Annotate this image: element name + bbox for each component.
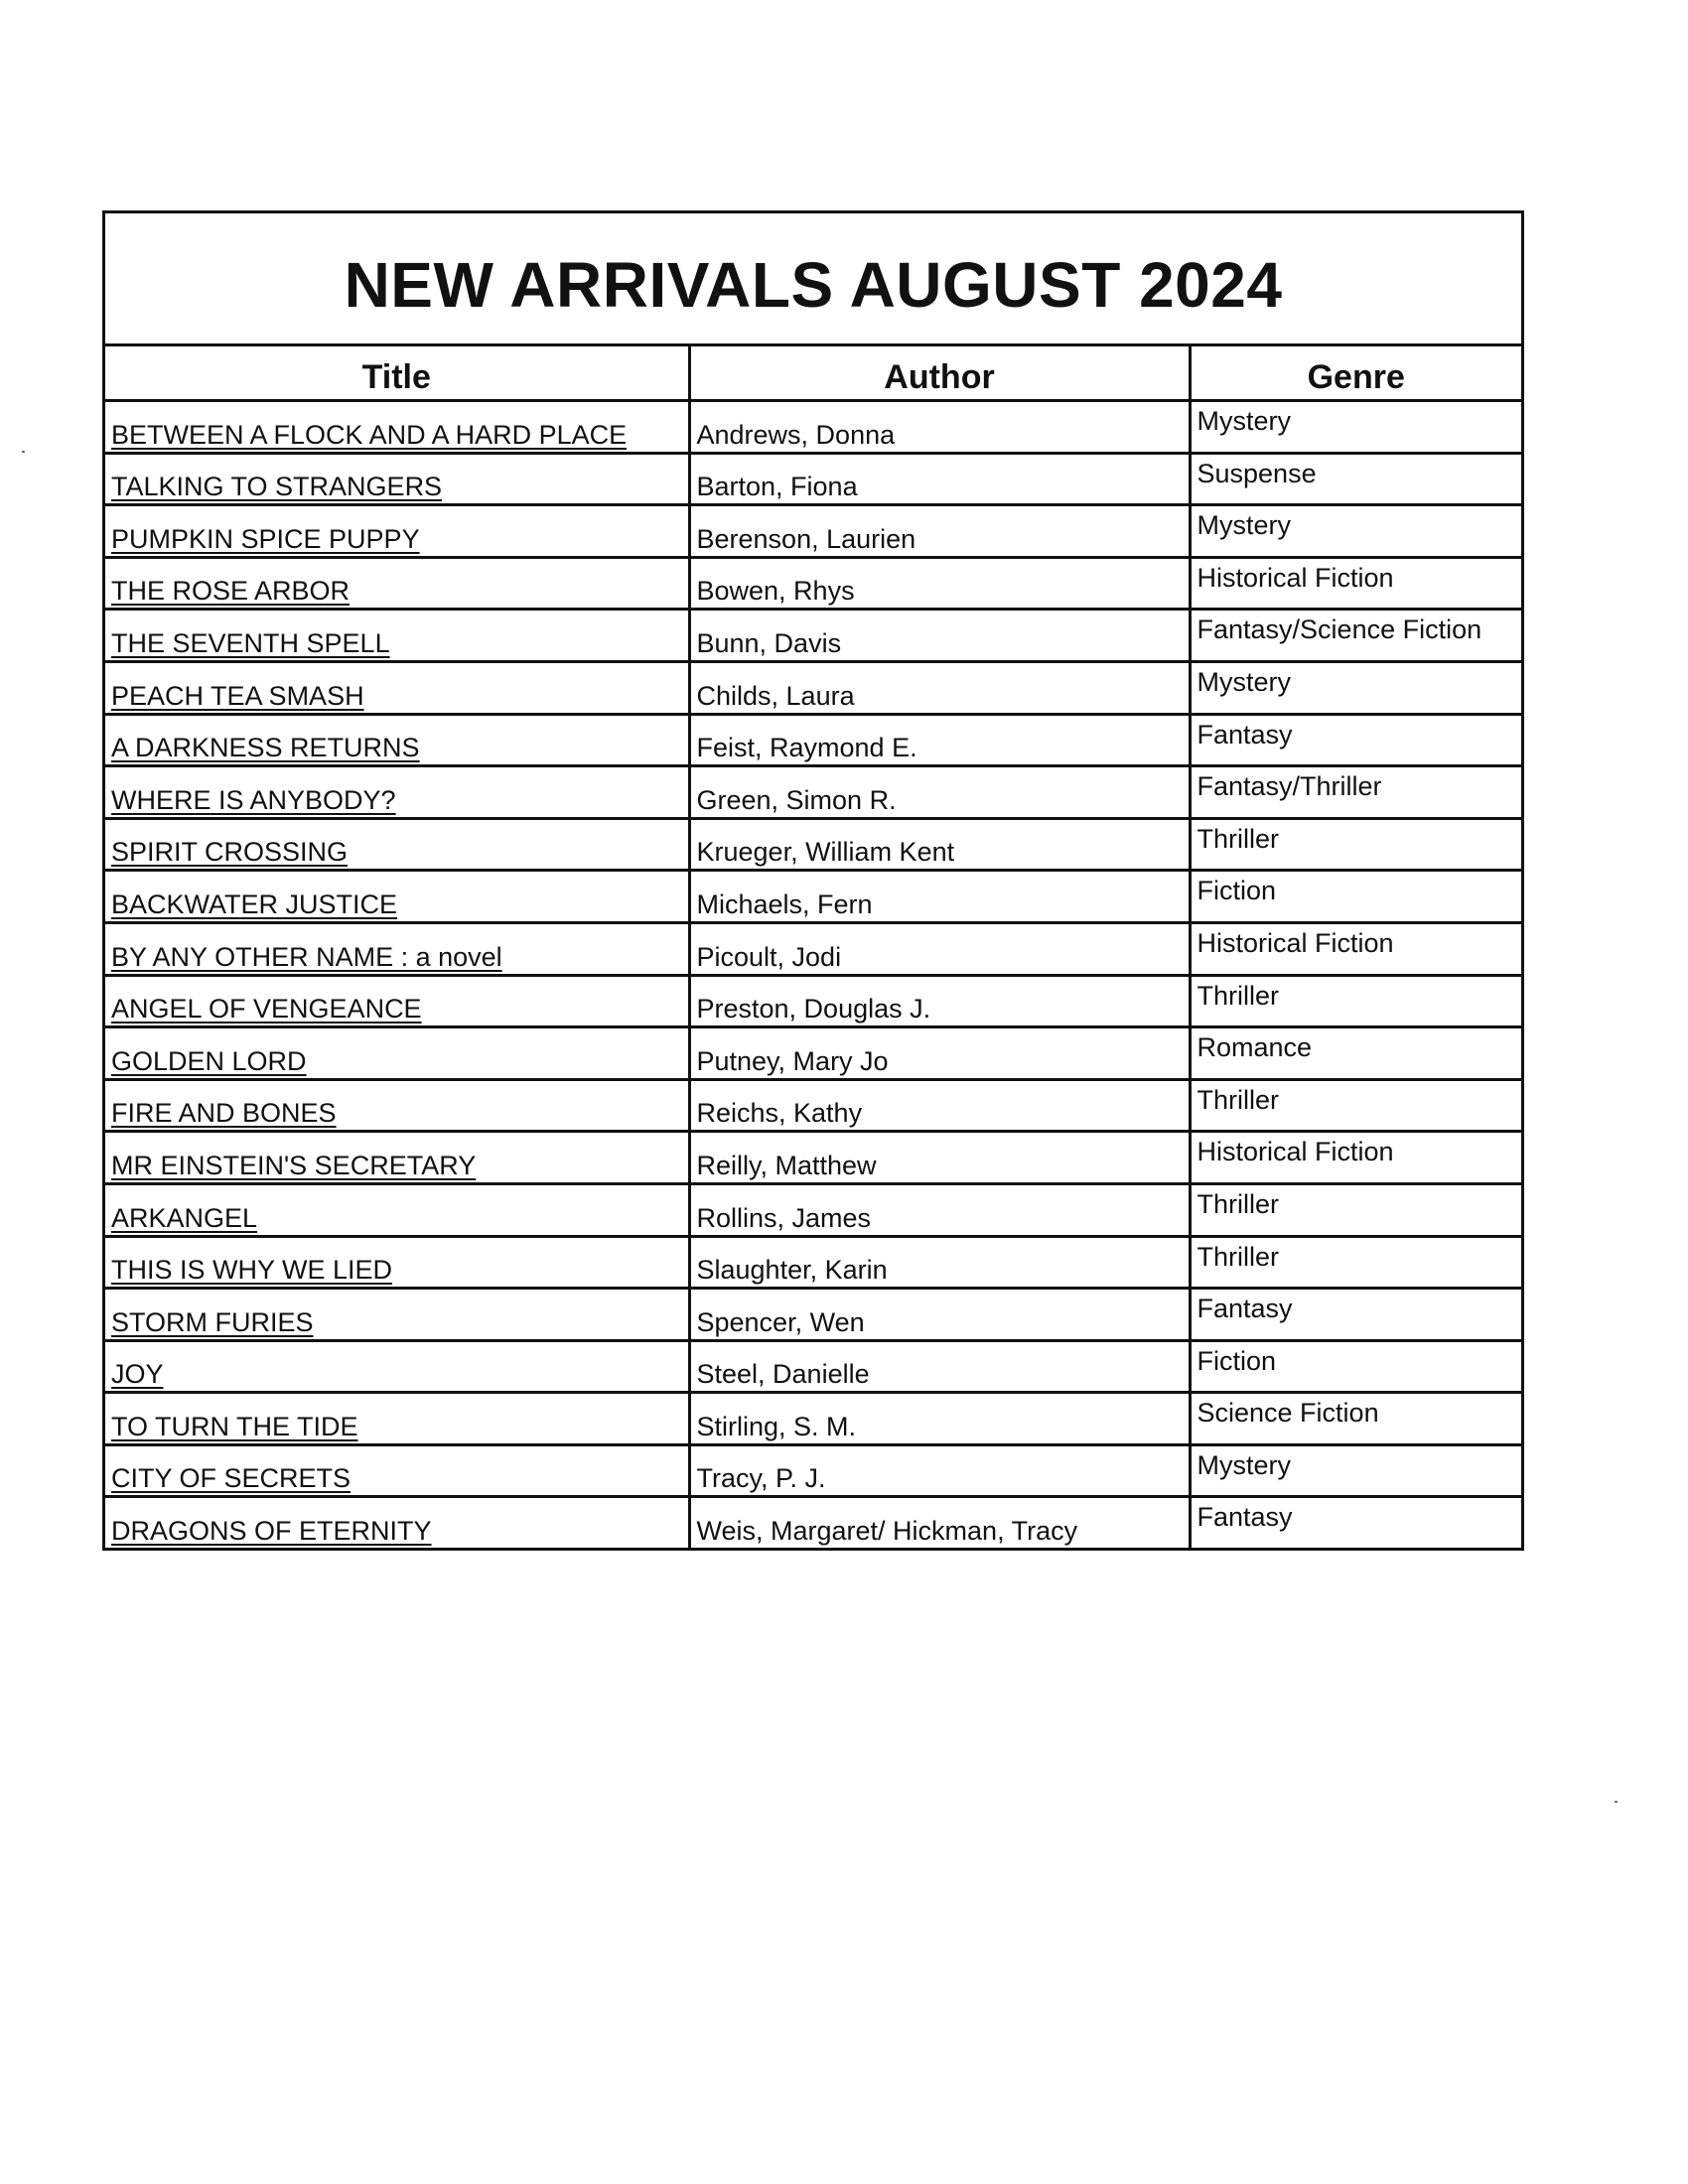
title-box xyxy=(105,213,1521,346)
title-cell xyxy=(105,453,689,505)
genre-cell: Mystery xyxy=(1190,1444,1521,1497)
table-row xyxy=(105,661,1521,714)
header-row xyxy=(105,346,1521,401)
genre-cell: Suspense xyxy=(1190,453,1521,505)
title-cell xyxy=(105,1497,689,1548)
author-cell: Childs, Laura xyxy=(689,661,1190,714)
genre-cell: Historical Fiction xyxy=(1190,557,1521,610)
new-arrivals-sheet xyxy=(102,210,1524,1551)
table-body xyxy=(105,401,1521,1549)
title-cell xyxy=(105,557,689,610)
table-row xyxy=(105,1289,1521,1341)
title-cell xyxy=(105,975,689,1027)
genre-cell: Fantasy/Science Fiction xyxy=(1190,610,1521,662)
book-title-link[interactable]: TALKING TO STRANGERS xyxy=(111,472,443,502)
author-cell: Preston, Douglas J. xyxy=(689,975,1190,1027)
column-header-title: Title xyxy=(105,346,689,401)
genre-cell: Thriller xyxy=(1190,818,1521,871)
author-cell: Bunn, Davis xyxy=(689,610,1190,662)
genre-cell: Thriller xyxy=(1190,975,1521,1027)
author-cell: Reilly, Matthew xyxy=(689,1132,1190,1184)
book-title-link[interactable]: ANGEL OF VENGEANCE xyxy=(111,994,422,1024)
title-cell xyxy=(105,1132,689,1184)
table-row xyxy=(105,453,1521,505)
book-title-link[interactable]: MR EINSTEIN'S SECRETARY xyxy=(111,1150,477,1180)
genre-cell: Fantasy xyxy=(1190,1497,1521,1548)
author-cell: Andrews, Donna xyxy=(689,401,1190,454)
book-title-link[interactable]: DRAGONS OF ETERNITY xyxy=(111,1516,432,1547)
author-cell: Green, Simon R. xyxy=(689,766,1190,819)
book-title-link[interactable]: ARKANGEL xyxy=(111,1202,258,1233)
book-title-link[interactable]: FIRE AND BONES xyxy=(111,1098,337,1129)
column-header-genre: Genre xyxy=(1190,346,1521,401)
scan-speck xyxy=(1615,1801,1618,1803)
author-cell: Slaughter, Karin xyxy=(689,1236,1190,1289)
author-cell: Michaels, Fern xyxy=(689,871,1190,923)
book-title-link[interactable]: BACKWATER JUSTICE xyxy=(111,888,398,919)
title-cell xyxy=(105,1027,689,1080)
title-cell xyxy=(105,871,689,923)
genre-cell: Fantasy xyxy=(1190,1289,1521,1341)
author-cell: Picoult, Jodi xyxy=(689,922,1190,975)
title-cell xyxy=(105,401,689,454)
genre-cell: Fiction xyxy=(1190,1340,1521,1393)
genre-cell: Thriller xyxy=(1190,1183,1521,1236)
genre-cell: Science Fiction xyxy=(1190,1393,1521,1445)
title-cell xyxy=(105,661,689,714)
table-row xyxy=(105,1444,1521,1497)
author-cell: Rollins, James xyxy=(689,1183,1190,1236)
table-row xyxy=(105,1079,1521,1132)
table-row xyxy=(105,818,1521,871)
author-cell: Putney, Mary Jo xyxy=(689,1027,1190,1080)
table-row xyxy=(105,1236,1521,1289)
title-cell xyxy=(105,1393,689,1445)
author-cell: Tracy, P. J. xyxy=(689,1444,1190,1497)
book-title-link[interactable]: JOY xyxy=(111,1359,164,1390)
title-cell xyxy=(105,1340,689,1393)
table-row xyxy=(105,1183,1521,1236)
table-row xyxy=(105,401,1521,454)
table-row xyxy=(105,975,1521,1027)
title-cell xyxy=(105,610,689,662)
new-arrivals-table xyxy=(105,346,1521,1548)
genre-cell: Thriller xyxy=(1190,1236,1521,1289)
book-title-link[interactable]: STORM FURIES xyxy=(111,1306,314,1337)
title-cell xyxy=(105,505,689,558)
book-title-link[interactable]: A DARKNESS RETURNS xyxy=(111,733,420,763)
title-cell xyxy=(105,1079,689,1132)
table-row xyxy=(105,714,1521,766)
genre-cell: Mystery xyxy=(1190,661,1521,714)
title-cell xyxy=(105,766,689,819)
genre-cell: Fantasy xyxy=(1190,714,1521,766)
book-title-link[interactable]: BETWEEN A FLOCK AND A HARD PLACE xyxy=(111,419,628,450)
author-cell: Stirling, S. M. xyxy=(689,1393,1190,1445)
table-row xyxy=(105,610,1521,662)
table-row xyxy=(105,1132,1521,1184)
table-header xyxy=(105,346,1521,401)
table-row xyxy=(105,871,1521,923)
table-row xyxy=(105,1497,1521,1548)
author-cell: Bowen, Rhys xyxy=(689,557,1190,610)
column-header-author: Author xyxy=(689,346,1190,401)
author-cell: Krueger, William Kent xyxy=(689,818,1190,871)
book-title-link[interactable]: THE ROSE ARBOR xyxy=(111,576,351,607)
scan-speck xyxy=(22,451,25,453)
author-cell: Spencer, Wen xyxy=(689,1289,1190,1341)
table-row xyxy=(105,1393,1521,1445)
book-title-link[interactable]: CITY OF SECRETS xyxy=(111,1463,352,1494)
title-cell xyxy=(105,1183,689,1236)
genre-cell: Fiction xyxy=(1190,871,1521,923)
table-row xyxy=(105,505,1521,558)
book-title-link[interactable]: GOLDEN LORD xyxy=(111,1045,307,1076)
genre-cell: Mystery xyxy=(1190,505,1521,558)
table-row xyxy=(105,557,1521,610)
author-cell: Steel, Danielle xyxy=(689,1340,1190,1393)
table-row xyxy=(105,1027,1521,1080)
table-row xyxy=(105,766,1521,819)
book-title-link[interactable]: WHERE IS ANYBODY? xyxy=(111,784,396,815)
title-cell xyxy=(105,1289,689,1341)
author-cell: Weis, Margaret/ Hickman, Tracy xyxy=(689,1497,1190,1548)
author-cell: Berenson, Laurien xyxy=(689,505,1190,558)
genre-cell: Fantasy/Thriller xyxy=(1190,766,1521,819)
title-cell xyxy=(105,714,689,766)
table-row xyxy=(105,1340,1521,1393)
book-title-link[interactable]: PUMPKIN SPICE PUPPY xyxy=(111,523,420,554)
book-title-link[interactable]: BY ANY OTHER NAME : a novel xyxy=(111,941,502,972)
book-title-link[interactable]: THIS IS WHY WE LIED xyxy=(111,1255,393,1286)
title-cell xyxy=(105,818,689,871)
author-cell: Barton, Fiona xyxy=(689,453,1190,505)
title-cell xyxy=(105,922,689,975)
book-title-link[interactable]: THE SEVENTH SPELL xyxy=(111,627,390,658)
table-row xyxy=(105,922,1521,975)
title-cell xyxy=(105,1236,689,1289)
book-title-link[interactable]: PEACH TEA SMASH xyxy=(111,680,364,711)
book-title-link[interactable]: SPIRIT CROSSING xyxy=(111,837,349,868)
genre-cell: Romance xyxy=(1190,1027,1521,1080)
genre-cell: Historical Fiction xyxy=(1190,1132,1521,1184)
genre-cell: Mystery xyxy=(1190,401,1521,454)
document-title: NEW ARRIVALS AUGUST 2024 xyxy=(344,248,1283,321)
author-cell: Reichs, Kathy xyxy=(689,1079,1190,1132)
author-cell: Feist, Raymond E. xyxy=(689,714,1190,766)
genre-cell: Thriller xyxy=(1190,1079,1521,1132)
book-title-link[interactable]: TO TURN THE TIDE xyxy=(111,1411,358,1441)
title-cell xyxy=(105,1444,689,1497)
genre-cell: Historical Fiction xyxy=(1190,922,1521,975)
